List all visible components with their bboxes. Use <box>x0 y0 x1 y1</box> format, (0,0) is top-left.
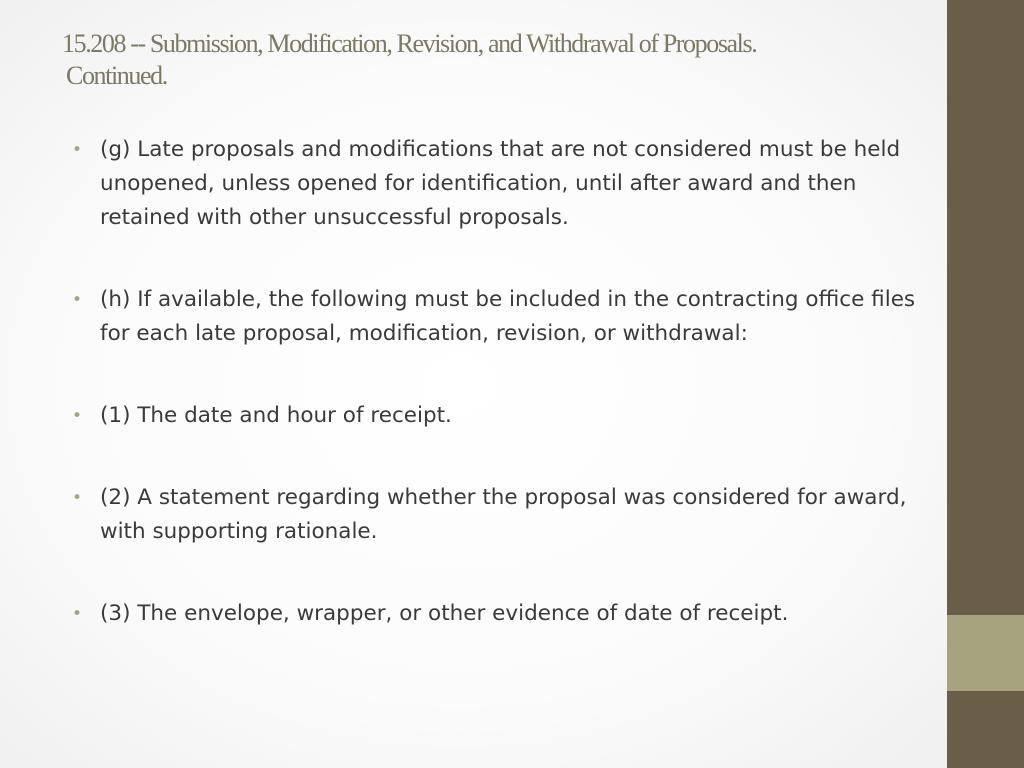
bullet-icon: • <box>72 140 83 160</box>
bullet-item-3 <box>72 597 922 631</box>
bullet-text: (g) Late proposals and modifications that are not considered must be held unopened, unless opened for identification, until after award and then retained with other unsuccessful proposals. <box>100 137 901 230</box>
bullet-icon: • <box>72 290 83 310</box>
bullet-icon: • <box>72 604 83 624</box>
bullet-icon: • <box>72 406 83 426</box>
bullet-item-h <box>72 283 922 351</box>
sidebar-accent-block <box>947 615 1024 691</box>
bullet-text: (1) The date and hour of receipt. <box>100 403 452 428</box>
slide-title <box>62 28 922 92</box>
bullet-list <box>72 133 922 679</box>
bullet-item-g <box>72 133 922 235</box>
bullet-text: (h) If available, the following must be included in the contracting office files for each late proposal, modification, revision, or withdrawal: <box>100 287 916 346</box>
bullet-text: (2) A statement regarding whether the proposal was considered for award, with supporting rationale. <box>100 485 907 544</box>
title-line-2: Continued. <box>66 61 167 90</box>
title-line-1: 15.208 -- Submission, Modification, Revision, and Withdrawal of Proposals. <box>62 29 757 58</box>
bullet-item-2 <box>72 481 922 549</box>
bullet-icon: • <box>72 488 83 508</box>
bullet-item-1 <box>72 399 922 433</box>
bullet-text: (3) The envelope, wrapper, or other evidence of date of receipt. <box>100 601 789 626</box>
